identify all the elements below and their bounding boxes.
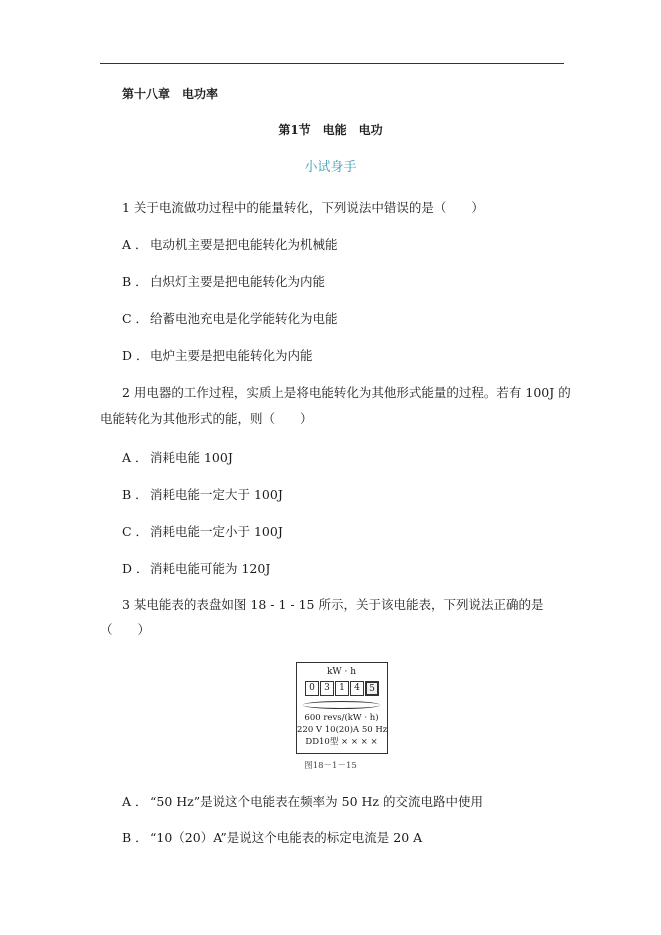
option-letter: D ． [122,348,149,363]
option-text: 消耗电能一定大于 100J [150,487,283,502]
q2-option-b [122,487,283,503]
meter-rating: 220 V 10(20)A 50 Hz [297,725,388,735]
q1-option-b [122,274,325,290]
q2-stem-line1: 2 用电器的工作过程，实质上是将电能转化为其他形式能量的过程。若有 100J 的 [122,385,571,400]
electric-meter-figure [296,662,388,754]
option-text: 消耗电能 100J [150,450,233,465]
option-text: 消耗电能一定小于 100J [150,524,283,539]
option-text: 消耗电能可能为 120J [150,561,271,576]
top-rule [100,63,564,64]
meter-digit-row [305,681,380,696]
option-letter: B ． [122,487,148,502]
option-letter: B ． [122,830,148,845]
q3-option-b [122,830,422,846]
meter-digit: 0 [305,681,319,696]
option-text: 电炉主要是把电能转化为内能 [150,348,313,363]
meter-unit-label: kW · h [326,667,357,677]
q2-option-a [122,450,233,466]
option-letter: A ． [122,794,148,809]
option-letter: C ． [122,524,149,539]
option-text: “50 Hz”是说这个电能表在频率为 50 Hz 的交流电路中使用 [150,794,483,809]
option-letter: D ． [122,561,149,576]
option-letter: A ． [122,450,148,465]
meter-constant: 600 revs/(kW · h) [304,713,379,723]
chapter-title: 第十八章 电功率 [122,87,219,101]
q3-stem-line2: （ ） [100,622,151,637]
q2-option-d [122,561,270,577]
meter-digit: 1 [335,681,349,696]
q1-option-a [122,237,338,253]
option-text: “10（20）A”是说这个电能表的标定电流是 20 A [150,830,423,845]
q1-option-d [122,348,313,364]
option-text: 给蓄电池充电是化学能转化为电能 [150,311,338,326]
q1-option-c [122,311,338,327]
option-letter: A ． [122,237,148,252]
option-letter: B ． [122,274,148,289]
q3-option-a [122,794,483,810]
q2-stem-line2: 电能转化为其他形式的能，则（ ） [100,411,313,426]
meter-digit: 3 [320,681,334,696]
q1-stem: 1 关于电流做功过程中的能量转化，下列说法中错误的是（ ） [122,200,484,215]
option-text: 白炽灯主要是把电能转化为内能 [150,274,326,289]
meter-rotating-disc [303,701,380,709]
figure-caption: 图18－1－15 [304,761,357,771]
section-title: 第1节 电能 电功 [278,123,383,137]
q3-stem-line1: 3 某电能表的表盘如图 18 - 1 - 15 所示，关于该电能表，下列说法正确的是 [122,597,544,612]
option-letter: C ． [122,311,149,326]
meter-digit-decimal: 5 [365,681,379,696]
q2-option-c [122,524,283,540]
meter-model: DD10型 × × × × [305,737,378,747]
meter-digit: 4 [350,681,364,696]
subheading: 小试身手 [304,160,357,175]
option-text: 电动机主要是把电能转化为机械能 [150,237,338,252]
